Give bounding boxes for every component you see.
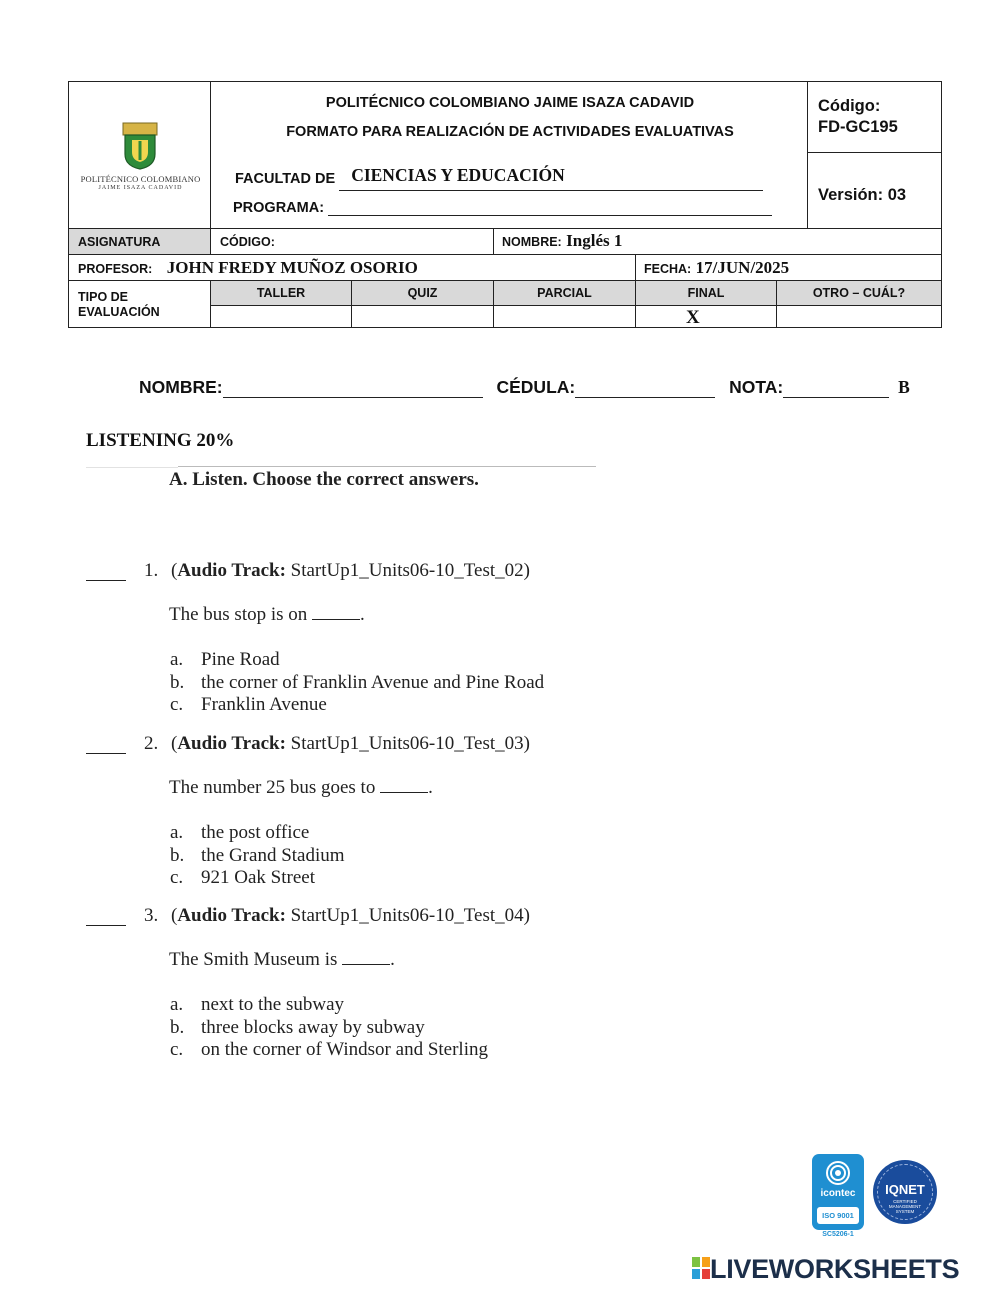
option-2c-text: 921 Oak Street <box>201 867 315 888</box>
asignatura-label: ASIGNATURA <box>78 235 161 249</box>
icon-block-green <box>692 1257 700 1267</box>
document-code-value: FD-GC195 <box>818 118 898 136</box>
question-1-prompt <box>169 604 365 626</box>
grade-label: NOTA: <box>729 377 784 397</box>
nombre-asignatura-label: NOMBRE: <box>502 235 562 249</box>
option-1a[interactable] <box>170 649 280 671</box>
option-1b-text: the corner of Franklin Avenue and Pine Road <box>201 672 545 693</box>
codigo-cell[interactable] <box>210 228 494 255</box>
institution-shield-icon <box>122 122 158 170</box>
nombre-asignatura-value: Inglés 1 <box>566 231 623 250</box>
option-3b[interactable] <box>170 1017 425 1039</box>
programa-label: PROGRAMA: <box>233 200 325 216</box>
question-3-track-name: StartUp1_Units06-10_Test_04) <box>290 905 530 926</box>
icon-block-blue <box>692 1269 700 1279</box>
liveworksheets-icon <box>692 1257 710 1279</box>
option-2c[interactable] <box>170 867 315 889</box>
grade-field[interactable] <box>783 381 889 398</box>
facultad-line <box>235 167 795 189</box>
iso-box <box>817 1207 859 1224</box>
icon-block-orange <box>702 1257 710 1267</box>
option-2c-letter: c. <box>170 867 184 888</box>
type-mark-final-value: X <box>686 307 700 328</box>
nombre-asignatura-line <box>502 231 622 251</box>
option-3a[interactable] <box>170 994 344 1016</box>
title-cell <box>210 81 808 229</box>
question-3-prompt <box>169 949 395 971</box>
option-3c-letter: c. <box>170 1039 184 1060</box>
tipo-evaluacion-label-cell <box>68 280 211 328</box>
option-1c[interactable] <box>170 694 327 716</box>
question-3-open-paren: ( <box>171 905 178 926</box>
option-1a-letter: a. <box>170 649 184 670</box>
section-divider-faint <box>86 467 178 468</box>
student-info-line <box>139 377 910 398</box>
iqnet-badge <box>873 1160 937 1224</box>
type-label-otro: OTRO – CUÁL? <box>812 286 906 300</box>
type-header-quiz <box>351 280 494 306</box>
option-2a[interactable] <box>170 822 309 844</box>
option-2b-text: the Grand Stadium <box>201 845 345 866</box>
grade-suffix: B <box>898 377 910 397</box>
question-1-open-paren: ( <box>171 560 178 581</box>
option-1c-text: Franklin Avenue <box>201 694 327 715</box>
institution-name: POLITÉCNICO COLOMBIANO JAIME ISAZA CADAVID <box>325 95 695 111</box>
programa-line <box>233 200 798 216</box>
fecha-line <box>644 258 789 278</box>
student-id-field[interactable] <box>575 381 715 398</box>
icontec-badge <box>812 1154 864 1230</box>
type-label-final: FINAL <box>687 286 725 300</box>
type-mark-parcial[interactable] <box>493 305 636 328</box>
liveworksheets-logo[interactable] <box>692 1254 959 1284</box>
option-3b-text: three blocks away by subway <box>201 1017 425 1038</box>
liveworksheets-wordmark: LIVEWORKSHEETS <box>710 1254 960 1284</box>
asignatura-label-cell <box>68 228 211 255</box>
iqnet-label: IQNET <box>885 1182 925 1197</box>
question-2-prompt-end: . <box>428 777 433 798</box>
option-2b-letter: b. <box>170 845 185 866</box>
option-2b[interactable] <box>170 845 345 867</box>
student-name-field[interactable] <box>223 381 483 398</box>
tipo-evaluacion-label-line1: TIPO DE <box>78 290 129 304</box>
question-2-open-paren: ( <box>171 733 178 754</box>
document-code-label: Código: <box>818 97 881 115</box>
type-label-parcial: PARCIAL <box>537 286 592 300</box>
codigo-label: CÓDIGO: <box>220 235 275 249</box>
question-1-prompt-end: . <box>360 604 365 625</box>
question-2-track-name: StartUp1_Units06-10_Test_03) <box>290 733 530 754</box>
profesor-line <box>78 258 418 278</box>
question-2-track-label: Audio Track: <box>177 733 286 754</box>
type-mark-quiz[interactable] <box>351 305 494 328</box>
logo-name: POLITÉCNICO COLOMBIANO <box>80 174 201 184</box>
evaluation-header-form <box>68 81 942 328</box>
sc-code-label: SC5206-1 <box>822 1231 854 1238</box>
option-3c-text: on the corner of Windsor and Sterling <box>201 1039 488 1060</box>
type-mark-otro[interactable] <box>776 305 942 328</box>
section-divider <box>178 466 596 467</box>
question-3-header <box>144 905 530 927</box>
type-label-taller: TALLER <box>256 286 306 300</box>
question-2-prompt-text: The number 25 bus goes to <box>169 777 376 798</box>
option-3a-text: next to the subway <box>201 994 345 1015</box>
type-label-quiz: QUIZ <box>407 286 438 300</box>
iqnet-sublabel: CERTIFIED MANAGEMENT SYSTEM <box>888 1199 922 1214</box>
fecha-value: 17/JUN/2025 <box>695 258 790 277</box>
icontec-logo-icon <box>825 1160 851 1186</box>
question-3-prompt-blank[interactable] <box>342 950 390 965</box>
option-1a-text: Pine Road <box>201 649 280 670</box>
type-header-taller <box>210 280 352 306</box>
version-label: Versión: 03 <box>818 186 907 204</box>
question-2-number: 2. <box>144 733 159 754</box>
question-3-track-label: Audio Track: <box>177 905 286 926</box>
question-3-prompt-text: The Smith Museum is <box>169 949 338 970</box>
question-3-answer-blank[interactable] <box>86 925 126 926</box>
question-1-header <box>144 560 530 582</box>
logo-subname: JAIME ISAZA CADAVID <box>98 185 183 191</box>
version-cell <box>807 152 942 229</box>
document-code-cell <box>807 81 942 153</box>
option-3a-letter: a. <box>170 994 184 1015</box>
icontec-label: icontec <box>820 1188 856 1199</box>
logo-cell <box>68 81 211 229</box>
type-mark-final[interactable] <box>635 305 777 328</box>
option-2a-letter: a. <box>170 822 184 843</box>
facultad-value: CIENCIAS Y EDUCACIÓN <box>351 165 565 185</box>
student-id-label: CÉDULA: <box>496 377 576 397</box>
type-header-final <box>635 280 777 306</box>
question-1-track-label: Audio Track: <box>177 560 286 581</box>
profesor-value: JOHN FREDY MUÑOZ OSORIO <box>166 258 418 277</box>
section-instruction: A. Listen. Choose the correct answers. <box>169 469 479 490</box>
question-3-prompt-end: . <box>390 949 395 970</box>
option-3b-letter: b. <box>170 1017 185 1038</box>
profesor-label: PROFESOR: <box>78 262 153 276</box>
student-name-label: NOMBRE: <box>139 377 223 397</box>
option-1b-letter: b. <box>170 672 185 693</box>
question-1-prompt-text: The bus stop is on <box>169 604 308 625</box>
icon-block-red <box>702 1269 710 1279</box>
question-1-number: 1. <box>144 560 159 581</box>
question-1-track-name: StartUp1_Units06-10_Test_02) <box>290 560 530 581</box>
type-header-parcial <box>493 280 636 306</box>
profesor-cell[interactable] <box>68 254 636 281</box>
option-1c-letter: c. <box>170 694 184 715</box>
question-2-prompt <box>169 777 433 799</box>
option-3c[interactable] <box>170 1039 488 1061</box>
facultad-field[interactable] <box>339 165 763 191</box>
question-1-answer-blank[interactable] <box>86 580 126 581</box>
question-2-header <box>144 733 530 755</box>
iso-label: ISO 9001 <box>822 1211 854 1220</box>
question-2-prompt-blank[interactable] <box>380 778 428 793</box>
type-header-otro <box>776 280 942 306</box>
option-2a-text: the post office <box>201 822 310 843</box>
option-1b[interactable] <box>170 672 544 694</box>
fecha-cell[interactable] <box>635 254 942 281</box>
fecha-label: FECHA: <box>644 262 692 276</box>
programa-field[interactable] <box>328 200 772 216</box>
question-3-number: 3. <box>144 905 159 926</box>
format-title: FORMATO PARA REALIZACIÓN DE ACTIVIDADES EVALUATIVAS <box>286 124 734 140</box>
nombre-asignatura-cell[interactable] <box>493 228 942 255</box>
question-2-answer-blank[interactable] <box>86 753 126 754</box>
tipo-evaluacion-label-line2: EVALUACIÓN <box>78 305 160 319</box>
question-1-prompt-blank[interactable] <box>312 605 360 620</box>
facultad-label: FACULTAD DE <box>235 171 336 187</box>
type-mark-taller[interactable] <box>210 305 352 328</box>
section-title: LISTENING 20% <box>86 430 235 451</box>
